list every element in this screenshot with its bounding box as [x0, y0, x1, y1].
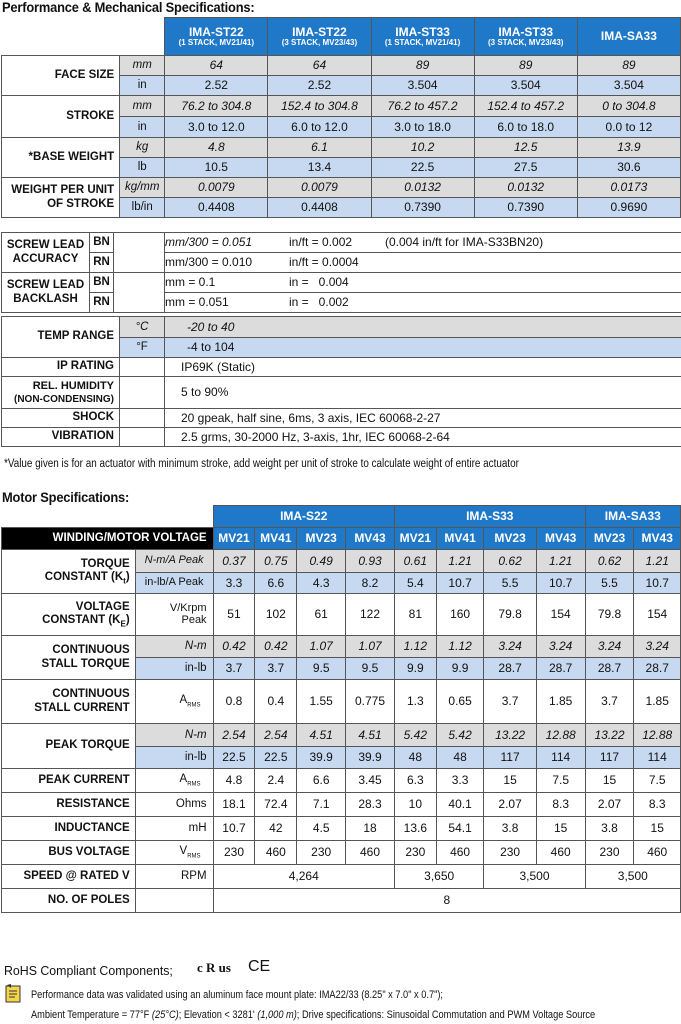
value-cell: 1.3: [394, 680, 436, 724]
value-cell: 3.7: [484, 680, 536, 724]
value-cell: 0.65: [436, 680, 484, 724]
unit-cell: °C: [120, 317, 165, 338]
value-cell: mm = 0.1 in = 0.004: [165, 273, 681, 293]
col-header: MV23: [484, 528, 536, 550]
value-cell: 6.6: [255, 573, 297, 594]
value-cell: 152.4 to 457.2: [474, 96, 577, 117]
value-cell: 5.42: [394, 724, 436, 747]
row-label: NO. OF POLES: [2, 889, 136, 913]
value-cell: 12.88: [536, 724, 585, 747]
value-cell: 0.0079: [268, 178, 371, 198]
value-cell: 1.21: [634, 550, 681, 573]
value-cell: 3.3: [436, 769, 484, 793]
col-header: IMA-ST33 (3 STACK, MV23/43): [474, 18, 577, 56]
value-cell: 0.37: [213, 550, 255, 573]
value-cell: 18.1: [213, 793, 255, 817]
table-row: [2, 841, 681, 865]
value-cell: 0.0132: [371, 178, 474, 198]
value-cell: 114: [536, 747, 585, 769]
value-cell: 4.51: [346, 724, 395, 747]
value-cell: 64: [268, 56, 371, 76]
unit-cell: in-lb: [135, 747, 213, 769]
row-label: PEAK CURRENT: [2, 769, 136, 793]
value-cell: 3,500: [484, 865, 585, 889]
value-cell: 0.9690: [577, 198, 680, 218]
row-label: BUS VOLTAGE: [2, 841, 136, 865]
col-header: IMA-ST33 (1 STACK, MV21/41): [371, 18, 474, 56]
value-cell: 154: [634, 594, 681, 636]
value-cell: 81: [394, 594, 436, 636]
value-cell: 15: [634, 817, 681, 841]
value-cell: 76.2 to 457.2: [371, 96, 474, 117]
value-cell: mm/300 = 0.010 in/ft = 0.0004: [165, 253, 681, 273]
col-header: MV23: [585, 528, 634, 550]
value-cell: -20 to 40: [165, 317, 681, 338]
unit-cell: kg: [120, 138, 165, 158]
value-cell: 0.4408: [268, 198, 371, 218]
value-cell: 72.4: [255, 793, 297, 817]
value-cell: 3.0 to 12.0: [165, 117, 268, 138]
variant-label: RN: [90, 293, 114, 313]
value-cell: 61: [297, 594, 346, 636]
unit-cell: kg/mm: [120, 178, 165, 198]
table-row: [2, 138, 681, 158]
value-cell: 460: [634, 841, 681, 865]
spacer: [114, 293, 165, 313]
row-label: *BASE WEIGHT: [2, 138, 120, 178]
value-cell: 4.51: [297, 724, 346, 747]
value-cell: 22.5: [371, 158, 474, 178]
value-cell: mm/300 = 0.051 in/ft = 0.002 (0.004 in/ft for IMA-S33BN20): [165, 233, 681, 253]
performance-table-lower: [1, 232, 681, 313]
value-cell: 1.21: [536, 550, 585, 573]
note-icon: [5, 984, 23, 1004]
value-cell: 8.3: [634, 793, 681, 817]
performance-table-env: [1, 316, 681, 447]
unit-cell: lb/in: [120, 198, 165, 218]
value-cell: 89: [474, 56, 577, 76]
unit-cell: lb: [120, 158, 165, 178]
group-header: IMA-SA33: [585, 506, 680, 528]
table-row: [2, 817, 681, 841]
value-cell: 230: [585, 841, 634, 865]
value-cell: 1.12: [436, 636, 484, 658]
value-cell: 3.7: [585, 680, 634, 724]
value-cell: 3.504: [474, 76, 577, 96]
variant-label: BN: [90, 273, 114, 293]
value-cell: 460: [346, 841, 395, 865]
unit-cell: $V_{RMS}$: [135, 841, 213, 865]
value-cell: 4.8: [165, 138, 268, 158]
value-cell: 12.5: [474, 138, 577, 158]
row-label: TORQUE CONSTANT $(K_t)$: [2, 550, 136, 594]
variant-label: BN: [90, 233, 114, 253]
value-cell: 3.24: [536, 636, 585, 658]
value-cell: 10.2: [371, 138, 474, 158]
row-label: FACE SIZE: [2, 56, 120, 96]
spacer: [120, 409, 165, 428]
value-cell: 13.9: [577, 138, 680, 158]
value-cell: 6.0 to 12.0: [268, 117, 371, 138]
value-cell: 76.2 to 304.8: [165, 96, 268, 117]
value-cell: 3,500: [585, 865, 680, 889]
value-cell: 3.8: [484, 817, 536, 841]
value-cell: 5.42: [436, 724, 484, 747]
performance-table: [1, 17, 681, 218]
value-cell: 20 gpeak, half sine, 6ms, 3 axis, IEC 60068-2-27: [165, 409, 681, 428]
rohs-text: RoHS Compliant Components;: [4, 963, 173, 978]
value-cell: 28.3: [346, 793, 395, 817]
value-cell: 0.0173: [577, 178, 680, 198]
value-cell: 0.62: [484, 550, 536, 573]
motor-title: Motor Specifications:: [2, 489, 130, 505]
value-cell: 460: [536, 841, 585, 865]
value-cell: 2.54: [255, 724, 297, 747]
value-cell: 4.8: [213, 769, 255, 793]
value-cell: 0.775: [346, 680, 395, 724]
value-cell: 9.9: [394, 658, 436, 680]
value-cell: 89: [371, 56, 474, 76]
value-cell: 0 to 304.8: [577, 96, 680, 117]
row-label: IP RATING: [2, 358, 120, 377]
unit-cell: N-m/A Peak: [135, 550, 213, 573]
value-cell: 30.6: [577, 158, 680, 178]
value-cell: 117: [484, 747, 536, 769]
ambient-note: Ambient Temperature = 77°F (25°C); Elevation < 3281' (1,000 m); Drive specifications: Sinusoidal Commutation and PWM Voltage Source: [31, 1009, 596, 1021]
row-label: REL. HUMIDITY (NON-CONDENSING): [2, 377, 120, 409]
value-cell: 79.8: [585, 594, 634, 636]
value-cell: 6.6: [297, 769, 346, 793]
value-cell: 13.6: [394, 817, 436, 841]
table-row: [2, 358, 681, 377]
value-cell: 0.42: [255, 636, 297, 658]
value-cell: 7.1: [297, 793, 346, 817]
value-cell: 6.3: [394, 769, 436, 793]
unit-cell: $A_{RMS}$: [135, 769, 213, 793]
value-cell: 15: [585, 769, 634, 793]
table-row: [2, 273, 681, 293]
unit-cell: in-lb: [135, 658, 213, 680]
value-cell: 114: [634, 747, 681, 769]
validation-note: Performance data was validated using an aluminum face mount plate: IMA22/33 (8.25" x 7.0" x 0.7");: [31, 989, 444, 1001]
value-cell: 48: [394, 747, 436, 769]
value-cell: 28.7: [634, 658, 681, 680]
unit-cell: mH: [135, 817, 213, 841]
table-row: [2, 550, 681, 573]
value-cell: 0.75: [255, 550, 297, 573]
row-label: CONTINUOUS STALL CURRENT: [2, 680, 136, 724]
value-cell: 51: [213, 594, 255, 636]
value-cell: 1.12: [394, 636, 436, 658]
spacer: [120, 428, 165, 447]
value-cell: 10.5: [165, 158, 268, 178]
value-cell: 8.3: [536, 793, 585, 817]
value-cell: 117: [585, 747, 634, 769]
value-cell: 8.2: [346, 573, 395, 594]
value-cell: 40.1: [436, 793, 484, 817]
value-cell: 28.7: [536, 658, 585, 680]
value-cell: 3.3: [213, 573, 255, 594]
value-cell: 230: [297, 841, 346, 865]
table-row: [2, 293, 681, 313]
value-cell: 6.1: [268, 138, 371, 158]
value-cell: 10.7: [436, 573, 484, 594]
spacer: [120, 377, 165, 409]
value-cell: 5.5: [585, 573, 634, 594]
value-cell: 4.3: [297, 573, 346, 594]
value-cell: 3.0 to 18.0: [371, 117, 474, 138]
value-cell: 230: [484, 841, 536, 865]
value-cell: 230: [394, 841, 436, 865]
table-row: [2, 409, 681, 428]
value-cell: 9.5: [346, 658, 395, 680]
value-cell: 1.07: [297, 636, 346, 658]
value-cell: 48: [436, 747, 484, 769]
unit-cell: N-m: [135, 724, 213, 747]
row-label: SHOCK: [2, 409, 120, 428]
value-cell: 10.7: [634, 573, 681, 594]
col-header: IMA-ST22 (3 STACK, MV23/43): [268, 18, 371, 56]
value-cell: 5.4: [394, 573, 436, 594]
unit-cell: in-lb/A Peak: [135, 573, 213, 594]
value-cell: 1.55: [297, 680, 346, 724]
table-row: [2, 769, 681, 793]
table-row: [2, 253, 681, 273]
unit-cell: in: [120, 76, 165, 96]
col-header: IMA-ST22 (1 STACK, MV21/41): [165, 18, 268, 56]
value-cell: 460: [436, 841, 484, 865]
col-header: MV43: [536, 528, 585, 550]
value-cell: 3.8: [585, 817, 634, 841]
value-cell: 22.5: [255, 747, 297, 769]
row-label: VIBRATION: [2, 428, 120, 447]
table-row: [2, 889, 681, 913]
col-header: MV23: [297, 528, 346, 550]
value-cell: 122: [346, 594, 395, 636]
value-cell: 18: [346, 817, 395, 841]
value-cell: 3.7: [213, 658, 255, 680]
value-cell: 89: [577, 56, 680, 76]
unit-cell: mm: [120, 56, 165, 76]
value-cell: 64: [165, 56, 268, 76]
unit-cell: V/Krpm Peak: [135, 594, 213, 636]
value-cell: 0.0132: [474, 178, 577, 198]
table-row: [2, 636, 681, 658]
value-cell: 0.7390: [474, 198, 577, 218]
value-cell: 10.7: [536, 573, 585, 594]
value-cell: 28.7: [484, 658, 536, 680]
table-row: [2, 594, 681, 636]
row-label: SCREW LEAD BACKLASH: [2, 273, 90, 313]
value-cell: 5.5: [484, 573, 536, 594]
value-cell: 13.22: [484, 724, 536, 747]
value-cell: 2.52: [268, 76, 371, 96]
value-cell: 7.5: [536, 769, 585, 793]
value-cell: 28.7: [585, 658, 634, 680]
value-cell: 1.85: [634, 680, 681, 724]
value-cell: 2.07: [585, 793, 634, 817]
corner-blank: [2, 18, 165, 56]
value-cell: 3.24: [484, 636, 536, 658]
row-label: VOLTAGE CONSTANT $(K_E)$: [2, 594, 136, 636]
table-row: [2, 793, 681, 817]
group-header: IMA-S22: [213, 506, 394, 528]
row-label: TEMP RANGE: [2, 317, 120, 358]
row-label: STROKE: [2, 96, 120, 138]
value-cell: 152.4 to 304.8: [268, 96, 371, 117]
value-cell: 154: [536, 594, 585, 636]
value-cell: 5 to 90%: [165, 377, 681, 409]
value-cell: 0.42: [213, 636, 255, 658]
spacer: [114, 273, 165, 293]
value-cell: 13.4: [268, 158, 371, 178]
variant-label: RN: [90, 253, 114, 273]
value-cell: 0.7390: [371, 198, 474, 218]
table-row: [2, 56, 681, 76]
value-cell: 15: [484, 769, 536, 793]
value-cell: mm = 0.051 in = 0.002: [165, 293, 681, 313]
table-row: [2, 377, 681, 409]
row-label: WEIGHT PER UNIT OF STROKE: [2, 178, 120, 218]
value-cell: 460: [255, 841, 297, 865]
value-cell: 3,650: [394, 865, 484, 889]
value-cell: 3.504: [577, 76, 680, 96]
value-cell: 22.5: [213, 747, 255, 769]
value-cell: 2.07: [484, 793, 536, 817]
spacer: [114, 253, 165, 273]
corner-blank: [2, 506, 214, 528]
value-cell: 10: [394, 793, 436, 817]
group-header: IMA-S33: [394, 506, 585, 528]
value-cell: 102: [255, 594, 297, 636]
table-row: [2, 178, 681, 198]
unit-cell: in: [120, 117, 165, 138]
value-cell: 0.49: [297, 550, 346, 573]
value-cell: IP69K (Static): [165, 358, 681, 377]
table-row: [2, 317, 681, 338]
value-cell: 0.0 to 12: [577, 117, 680, 138]
value-cell: 3.504: [371, 76, 474, 96]
motor-table: [1, 505, 681, 913]
value-cell: 8: [213, 889, 680, 913]
value-cell: 230: [213, 841, 255, 865]
value-cell: 0.8: [213, 680, 255, 724]
row-label: PEAK TORQUE: [2, 724, 136, 769]
value-cell: 2.4: [255, 769, 297, 793]
unit-cell: Ohms: [135, 793, 213, 817]
unit-cell: $A_{RMS}$: [135, 680, 213, 724]
performance-title: Performance & Mechanical Specifications:: [2, 0, 255, 15]
table-row: [2, 233, 681, 253]
value-cell: 3.45: [346, 769, 395, 793]
value-cell: 39.9: [297, 747, 346, 769]
value-cell: 15: [536, 817, 585, 841]
unit-cell: °F: [120, 338, 165, 358]
ce-mark-icon: CE: [248, 958, 271, 975]
table-row: [2, 96, 681, 117]
value-cell: 27.5: [474, 158, 577, 178]
row-label: SPEED @ RATED V: [2, 865, 136, 889]
unit-cell: N-m: [135, 636, 213, 658]
spacer: [135, 889, 213, 913]
value-cell: 4.5: [297, 817, 346, 841]
weight-footnote: *Value given is for an actuator with minimum stroke, add weight per unit of stroke to calculate weight of entire actuator: [4, 458, 519, 470]
value-cell: 0.93: [346, 550, 395, 573]
value-cell: 54.1: [436, 817, 484, 841]
row-label: INDUCTANCE: [2, 817, 136, 841]
col-header: IMA-SA33: [577, 18, 680, 56]
value-cell: 3.24: [585, 636, 634, 658]
value-cell: 4,264: [213, 865, 394, 889]
value-cell: -4 to 104: [165, 338, 681, 358]
col-header: MV41: [255, 528, 297, 550]
value-cell: 39.9: [346, 747, 395, 769]
value-cell: 12.88: [634, 724, 681, 747]
table-row: [2, 680, 681, 724]
value-cell: 7.5: [634, 769, 681, 793]
row-label: SCREW LEAD ACCURACY: [2, 233, 90, 273]
value-cell: 10.7: [213, 817, 255, 841]
table-row: [2, 428, 681, 447]
col-header: MV21: [213, 528, 255, 550]
value-cell: 0.4: [255, 680, 297, 724]
value-cell: 13.22: [585, 724, 634, 747]
value-cell: 0.4408: [165, 198, 268, 218]
value-cell: 79.8: [484, 594, 536, 636]
value-cell: 6.0 to 18.0: [474, 117, 577, 138]
value-cell: 3.7: [255, 658, 297, 680]
value-cell: 2.5 grms, 30-2000 Hz, 3-axis, 1hr, IEC 60068-2-64: [165, 428, 681, 447]
ul-certification-icon: c R us: [197, 960, 231, 975]
spacer: [114, 233, 165, 253]
unit-cell: RPM: [135, 865, 213, 889]
spacer: [120, 358, 165, 377]
value-cell: 3.24: [634, 636, 681, 658]
col-header: MV43: [634, 528, 681, 550]
table-row: [2, 724, 681, 747]
value-cell: 1.85: [536, 680, 585, 724]
value-cell: 1.07: [346, 636, 395, 658]
value-cell: 0.62: [585, 550, 634, 573]
value-cell: 0.0079: [165, 178, 268, 198]
value-cell: 160: [436, 594, 484, 636]
table-row: [2, 865, 681, 889]
value-cell: 0.61: [394, 550, 436, 573]
value-cell: 42: [255, 817, 297, 841]
winding-label: WINDING/MOTOR VOLTAGE: [2, 528, 214, 550]
row-label: RESISTANCE: [2, 793, 136, 817]
value-cell: 2.54: [213, 724, 255, 747]
value-cell: 2.52: [165, 76, 268, 96]
value-cell: 9.9: [436, 658, 484, 680]
value-cell: 9.5: [297, 658, 346, 680]
row-label: CONTINUOUS STALL TORQUE: [2, 636, 136, 680]
col-header: MV43: [346, 528, 395, 550]
value-cell: 1.21: [436, 550, 484, 573]
col-header: MV41: [436, 528, 484, 550]
col-header: MV21: [394, 528, 436, 550]
unit-cell: mm: [120, 96, 165, 117]
